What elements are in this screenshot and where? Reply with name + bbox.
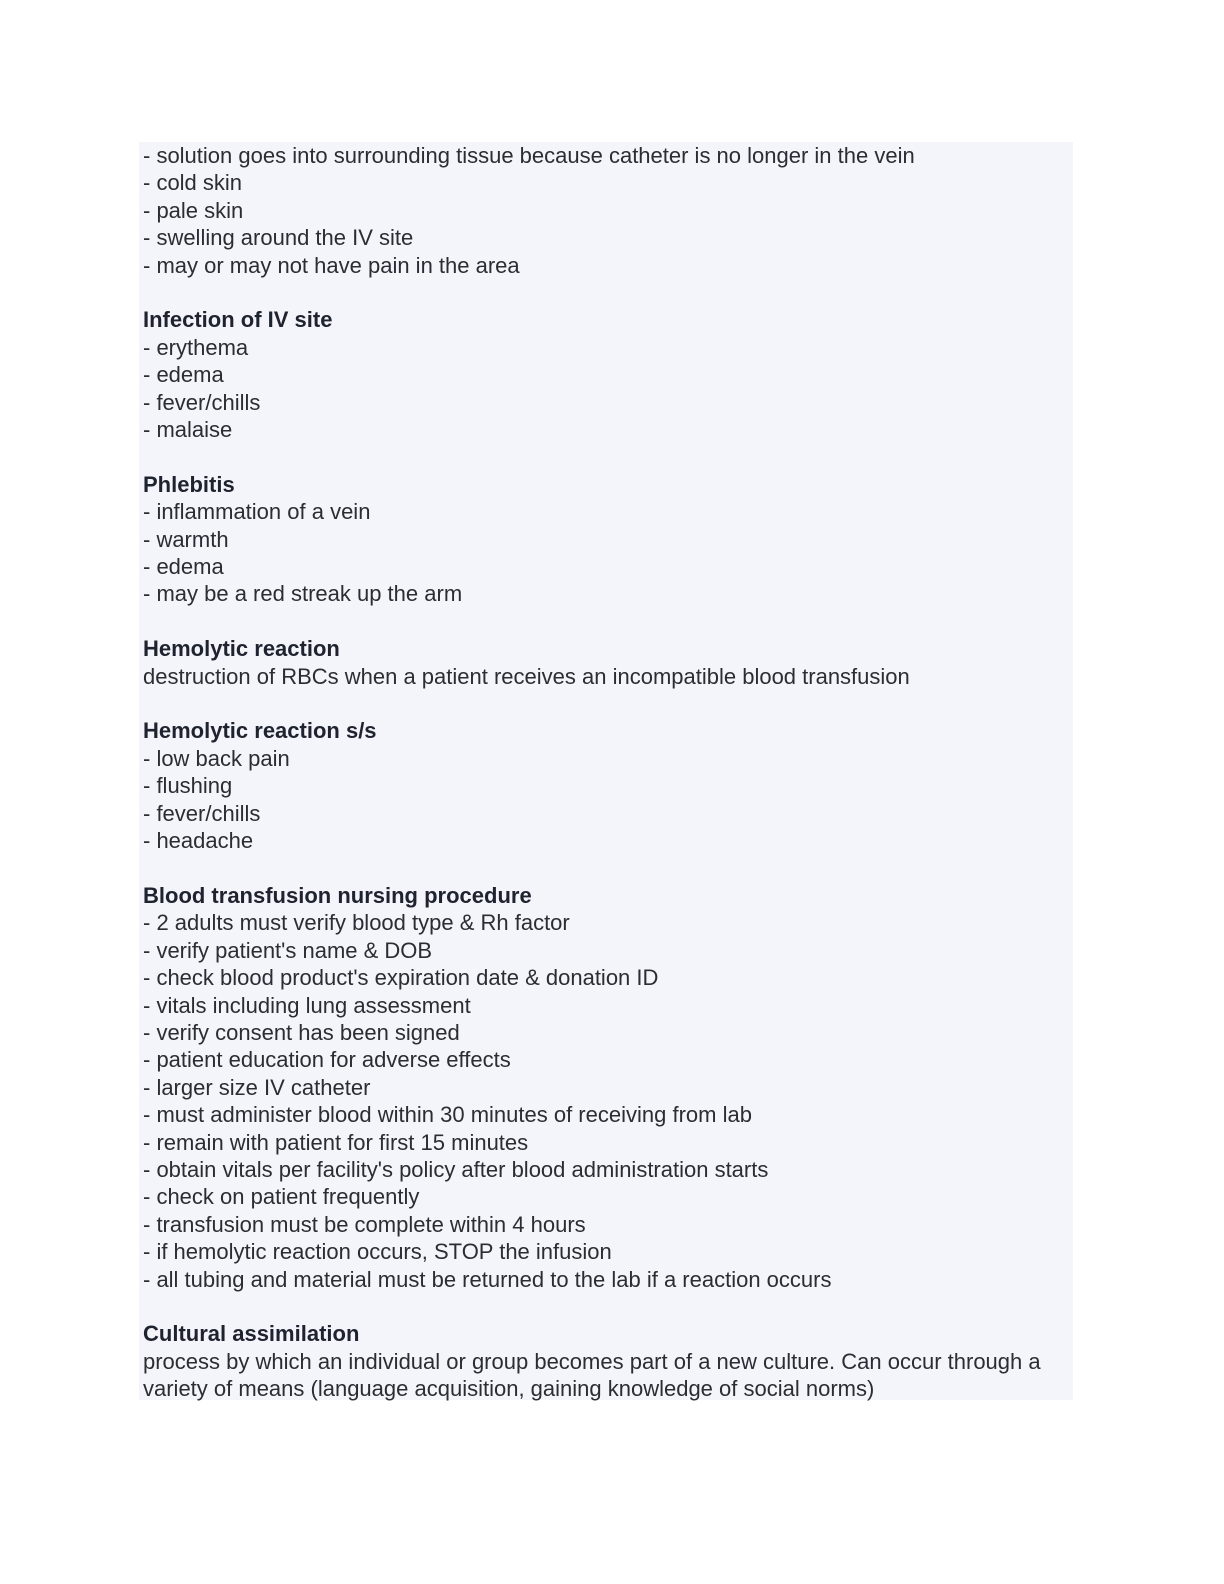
- text-line: - low back pain: [143, 745, 290, 771]
- text-line: - fever/chills: [143, 389, 261, 415]
- text-line: - must administer blood within 30 minutes of receiving from lab: [143, 1102, 752, 1128]
- document-content: [143, 142, 1069, 1403]
- text-line: - pale skin: [143, 197, 244, 223]
- section-heading: Cultural assimilation: [143, 1321, 360, 1347]
- section-infection-iv-site: [143, 306, 1069, 443]
- text-line: - 2 adults must verify blood type & Rh factor: [143, 910, 570, 936]
- text-line: - check blood product's expiration date & donation ID: [143, 965, 659, 991]
- text-line: destruction of RBCs when a patient receives an incompatible blood transfusion: [143, 663, 910, 689]
- text-line: - if hemolytic reaction occurs, STOP the infusion: [143, 1239, 612, 1265]
- text-line: - swelling around the IV site: [143, 225, 414, 251]
- text-line: - edema: [143, 362, 224, 388]
- text-line: - larger size IV catheter: [143, 1074, 371, 1100]
- text-line: - check on patient frequently: [143, 1184, 420, 1210]
- text-line: - vitals including lung assessment: [143, 992, 471, 1018]
- section-heading: Infection of IV site: [143, 307, 333, 333]
- text-line: - inflammation of a vein: [143, 499, 371, 525]
- text-line: - transfusion must be complete within 4 hours: [143, 1211, 586, 1237]
- text-line: - solution goes into surrounding tissue because catheter is no longer in the vein: [143, 143, 915, 168]
- text-line: - remain with patient for first 15 minutes: [143, 1129, 529, 1155]
- section-heading: Blood transfusion nursing procedure: [143, 882, 532, 908]
- section-hemolytic-reaction-signs: [143, 717, 1069, 854]
- text-line: - malaise: [143, 417, 233, 443]
- text-line: - all tubing and material must be returned to the lab if a reaction occurs: [143, 1266, 832, 1292]
- section-heading: Hemolytic reaction: [143, 636, 340, 662]
- text-line: - headache: [143, 828, 254, 854]
- text-line: - fever/chills: [143, 800, 261, 826]
- text-line: - warmth: [143, 526, 229, 552]
- section-heading: Hemolytic reaction s/s: [143, 718, 377, 744]
- text-line: - may or may not have pain in the area: [143, 252, 520, 278]
- text-line: - edema: [143, 554, 224, 580]
- section-phlebitis: [143, 471, 1069, 608]
- section-cultural-assimilation: [143, 1320, 1069, 1402]
- definition-text: process by which an individual or group becomes part of a new culture. Can occur through a variety of means (language acquisition, gaining knowledge of social norms): [143, 1348, 1041, 1402]
- text-line: - flushing: [143, 773, 233, 799]
- section-hemolytic-reaction: [143, 635, 1069, 690]
- text-line: - verify consent has been signed: [143, 1019, 460, 1045]
- section-heading: Phlebitis: [143, 471, 235, 497]
- text-line: - erythema: [143, 334, 249, 360]
- text-line: - patient education for adverse effects: [143, 1047, 511, 1073]
- intro-section: [143, 142, 1069, 279]
- text-line: - verify patient's name & DOB: [143, 937, 433, 963]
- text-line: - obtain vitals per facility's policy after blood administration starts: [143, 1156, 769, 1182]
- section-blood-transfusion-procedure: [143, 882, 1069, 1293]
- text-line: - may be a red streak up the arm: [143, 581, 463, 607]
- text-line: - cold skin: [143, 170, 243, 196]
